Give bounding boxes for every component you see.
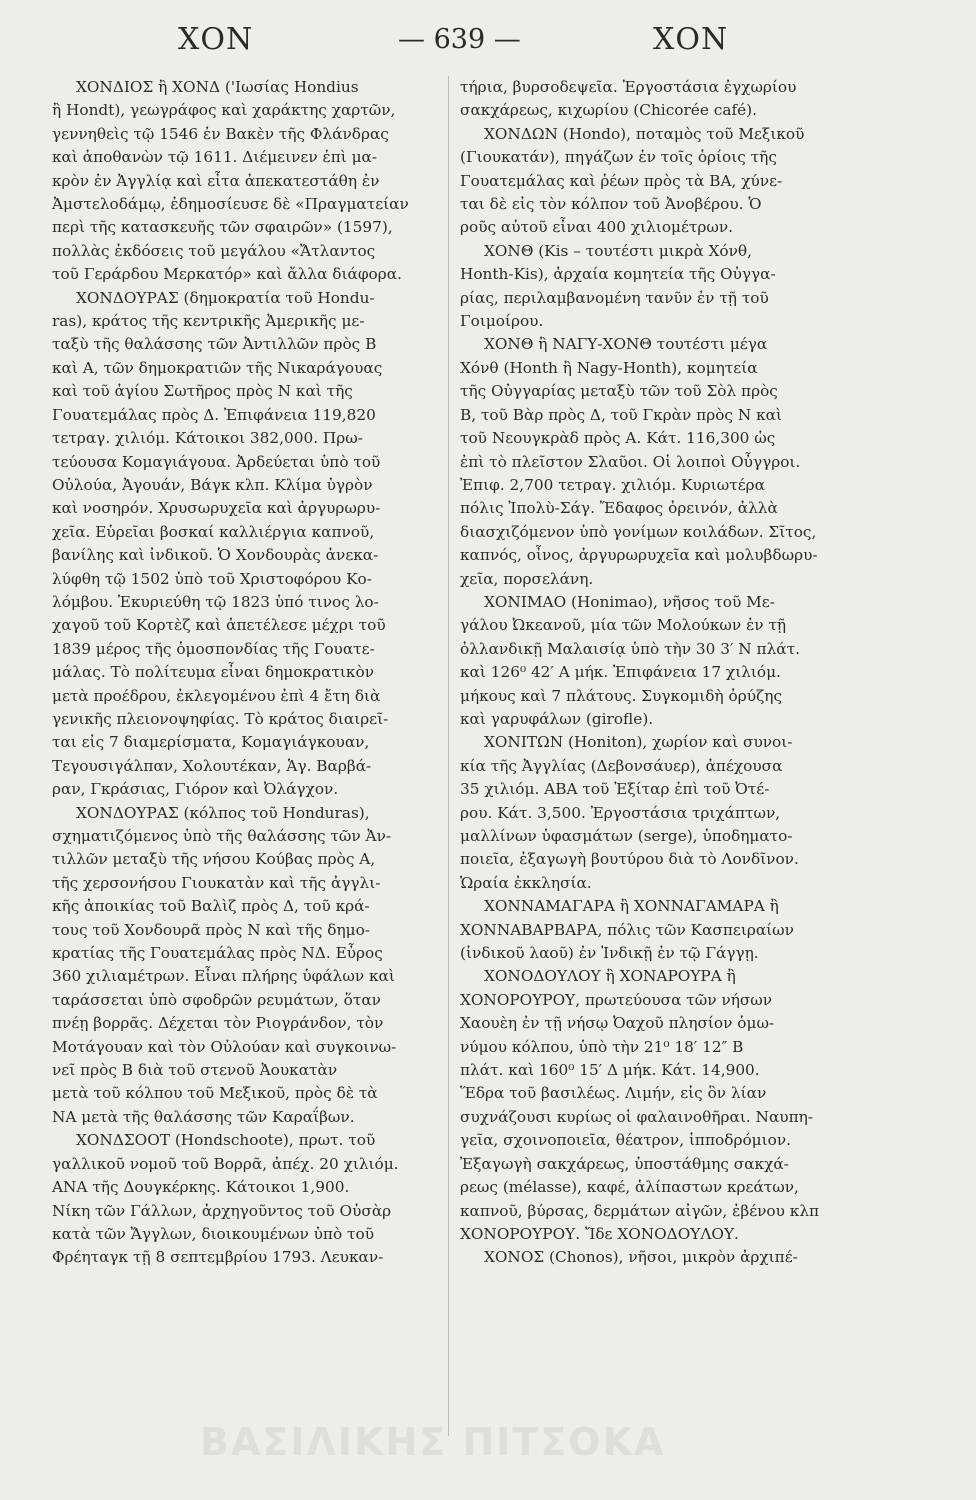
text-line: 1839 μέρος τῆς ὁμοσπονδίας τῆς Γουατε- <box>52 639 375 658</box>
text-line: τοῦ Γεράρδου Μερκατόρ» καὶ ἄλλα διάφορα. <box>52 265 402 284</box>
text-line: καπνοῦ, βύρσας, δερμάτων αἰγῶν, ἐβένου κλπ <box>460 1201 820 1220</box>
text-line: Ἐξαγωγὴ σακχάρεως, ὑποστάθμης σακχά- <box>460 1154 789 1173</box>
right-column <box>460 76 865 1270</box>
header-left-keyword: ΧΟΝ <box>178 22 254 57</box>
text-line: περὶ τῆς κατασκευῆς τῶν σφαιρῶν» (1597), <box>52 218 393 237</box>
text-line: γάλου Ὠκεανοῦ, μία τῶν Μολούκων ἐν τῇ <box>460 616 787 635</box>
page-number: — 639 — <box>398 24 521 55</box>
text-line: Χαουὲη ἐν τῇ νήσῳ Ὀαχοῦ πλησίον ὁμω- <box>460 1014 775 1033</box>
text-line: ΧΟΝΔΩΝ (Hondo), ποταμὸς τοῦ Μεξικοῦ <box>484 124 805 143</box>
text-line: Ἕδρα τοῦ βασιλέως. Λιμήν, εἰς ὃν λίαν <box>460 1084 767 1103</box>
text-line: χαγοῦ τοῦ Κορτὲζ καὶ ἀπετέλεσε μέχρι τοῦ <box>52 616 386 635</box>
text-line: καὶ Α, τῶν δημοκρατιῶν τῆς Νικαράγουας <box>52 358 383 377</box>
text-line: ΧΟΝΟΔΟΥΛΟΥ ἢ ΧΟΝΑΡΟΥΡΑ ἢ <box>484 967 736 986</box>
text-line: ὀλλανδικῇ Μαλαισίᾳ ὑπὸ τὴν 30 3′ Ν πλάτ. <box>460 639 800 658</box>
text-line: Τεγουσιγάλπαν, Χολουτέκαν, Ἁγ. Βαρβά- <box>52 756 372 775</box>
text-line: συχνάζουσι κυρίως οἱ φαλαινοθῆραι. Ναυπη- <box>460 1107 813 1126</box>
text-line: πολλὰς ἐκδόσεις τοῦ μεγάλου «Ἄτλαντος <box>52 241 376 260</box>
text-line: λόμβου. Ἐκυριεύθη τῷ 1823 ὑπό τινος λο- <box>52 592 379 611</box>
text-line: διασχιζόμενον ὑπὸ γονίμων κοιλάδων. Σῖτος, <box>460 522 817 541</box>
text-line: ΧΟΝΟΣ (Chonos), νῆσοι, μικρὸν ἀρχιπέ- <box>484 1248 798 1267</box>
left-column <box>52 76 439 1270</box>
text-line: ΧΟΝΔΟΥΡΑΣ (δημοκρατία τοῦ Hondu- <box>76 288 375 307</box>
text-line: ποιεῖα, ἐξαγωγὴ βουτύρου διὰ τὸ Λονδῖνον. <box>460 850 799 869</box>
text-line: Ἀμστελοδάμῳ, ἐδημοσίευσε δὲ «Πραγματείαν <box>52 195 409 214</box>
text-line: γαλλικοῦ νομοῦ τοῦ Βορρᾶ, ἀπέχ. 20 χιλιόμ. <box>52 1154 399 1173</box>
text-line: Νίκη τῶν Γάλλων, ἀρχηγοῦντος τοῦ Οὐσὰρ <box>52 1201 392 1220</box>
text-line: σχηματιζόμενος ὑπὸ τῆς θαλάσσης τῶν Ἀν- <box>52 827 392 845</box>
text-line: τήρια, βυρσοδεψεῖα. Ἐργοστάσια ἐγχωρίου <box>460 78 797 96</box>
text-line: μετὰ προέδρου, ἐκλεγομένου ἐπὶ 4 ἔτη διὰ <box>52 686 381 705</box>
text-line: ρου. Κάτ. 3,500. Ἐργοστάσια τριχάπτων, <box>460 803 781 822</box>
text-line: ταξὺ τῆς θαλάσσης τῶν Ἀντιλλῶν πρὸς Β <box>52 335 377 354</box>
text-line: σακχάρεως, κιχωρίου (Chicorée café). <box>460 101 757 120</box>
text-line: κρὸν ἐν Ἀγγλίᾳ καὶ εἶτα ἀπεκατεστάθη ἐν <box>52 171 380 190</box>
text-line: (Γιουκατάν), πηγάζων ἐν τοῖς ὁρίοις τῆς <box>460 148 777 167</box>
text-line: κρατίας τῆς Γουατεμάλας πρὸς ΝΔ. Εὖρος <box>52 944 383 963</box>
text-line: Μοτάγουαν καὶ τὸν Οὐλούαν καὶ συγκοινω- <box>52 1037 397 1056</box>
text-line: 35 χιλιόμ. ΑΒΑ τοῦ Ἐξίταρ ἐπὶ τοῦ Ὀτέ- <box>460 780 770 799</box>
text-line: ἢ Hondt), γεωγράφος καὶ χαράκτης χαρτῶν, <box>52 101 396 120</box>
text-line: Γουατεμάλας καὶ ῥέων πρὸς τὰ ΒΑ, χύνε- <box>460 171 783 190</box>
text-line: τετραγ. χιλιόμ. Κάτοικοι 382,000. Πρω- <box>52 429 363 448</box>
text-line: ras), κράτος τῆς κεντρικῆς Ἀμερικῆς με- <box>52 312 365 331</box>
header-right-keyword: ΧΟΝ <box>653 22 729 57</box>
text-line: γεννηθεὶς τῷ 1546 ἐν Βακὲν τῆς Φλάνδρας <box>52 124 389 143</box>
text-line: καὶ τοῦ ἁγίου Σωτῆρος πρὸς Ν καὶ τῆς <box>52 382 353 401</box>
text-line: χεῖα, πορσελάνη. <box>460 569 594 588</box>
text-line: λύφθη τῷ 1502 ὑπὸ τοῦ Χριστοφόρου Κο- <box>52 569 372 588</box>
text-line: καὶ ἀποθανὼν τῷ 1611. Διέμεινεν ἐπὶ μα- <box>52 148 378 167</box>
text-line: ΧΟΝΘ (Kis – τουτέστι μικρὰ Χόνθ, <box>484 241 753 260</box>
text-line: κία τῆς Ἀγγλίας (Δεβονσάυερ), ἀπέχουσα <box>460 756 783 775</box>
text-line: πνέῃ βορρᾶς. Δέχεται τὸν Ριογράνδον, τὸν <box>52 1014 384 1033</box>
text-line: ρίας, περιλαμβανομένη τανῦν ἐν τῇ τοῦ <box>460 288 769 307</box>
text-line: Β, τοῦ Βὰρ πρὸς Δ, τοῦ Γκρὰν πρὸς Ν καὶ <box>460 405 782 424</box>
text-line: Χόνθ (Honth ἢ Nagy-Honth), κομητεία <box>460 358 758 377</box>
text-line: καὶ νοσηρόν. Χρυσωρυχεῖα καὶ ἀργυρωρυ- <box>52 499 381 518</box>
text-line: Ὡραία ἐκκλησία. <box>460 873 592 892</box>
text-line: Φρέηταγκ τῇ 8 σεπτεμβρίου 1793. Λευκαν- <box>52 1248 384 1267</box>
text-line: τους τοῦ Χονδουρᾶ πρὸς Ν καὶ τῆς δημο- <box>52 920 370 939</box>
text-line: ραν, Γκράσιας, Γιόρον καὶ Ὀλάγχον. <box>52 780 339 799</box>
watermark: ΒΑΣΙΛΙΚΗΣ ΠΙΤΣΟΚΑ <box>200 1420 666 1464</box>
text-line: μαλλίνων ὑφασμάτων (serge), ὑποδηματο- <box>460 827 793 845</box>
text-line: ΧΟΝΔΙΟΣ ἢ ΧΟΝΔ ('Ιωσίας Hondius <box>76 78 359 96</box>
text-line: ΧΟΝΘ ἢ ΝΑΓΥ-ΧΟΝΘ τουτέστι μέγα <box>484 335 768 354</box>
text-line: ρεως (mélasse), καφέ, ἁλίπαστων κρεάτων, <box>460 1178 799 1197</box>
text-line: ΧΟΝΔΣΟΟΤ (Hondschoote), πρωτ. τοῦ <box>76 1131 376 1150</box>
text-line: ΑΝΑ τῆς Δουγκέρκης. Κάτοικοι 1,900. <box>52 1178 350 1197</box>
text-line: καπνός, οἶνος, ἀργυρωρυχεῖα καὶ μολυβδωρυ- <box>460 546 818 565</box>
text-line: νεῖ πρὸς Β διὰ τοῦ στενοῦ Ἀουκατὰν <box>52 1061 338 1080</box>
text-line: χεῖα. Εὑρεῖαι βοσκαί καλλιέργια καπνοῦ, <box>52 522 375 541</box>
text-line: γενικῆς πλειονοψηφίας. Τὸ κράτος διαιρεῖ- <box>52 709 389 728</box>
text-line: Γοιμοίρου. <box>460 312 544 331</box>
text-line: Γουατεμάλας πρὸς Δ. Ἐπιφάνεια 119,820 <box>52 405 376 424</box>
text-line: μάλας. Τὸ πολίτευμα εἶναι δημοκρατικὸν <box>52 663 374 682</box>
text-line: ΧΟΝΝΑΜΑΓΑΡΑ ἢ ΧΟΝΝΑΓΑΜΑΡΑ ἢ <box>484 897 779 916</box>
text-line: κῆς ἀποικίας τοῦ Βαλὶζ πρὸς Δ, τοῦ κρά- <box>52 897 370 916</box>
text-line: ται δὲ εἰς τὸν κόλπον τοῦ Ἀνοβέρου. Ὁ <box>460 195 762 214</box>
text-line: πόλις Ἰπολὺ-Σάγ. Ἔδαφος ὀρεινόν, ἀλλὰ <box>460 499 778 518</box>
text-line: ται εἰς 7 διαμερίσματα, Κομαγιάγκουαν, <box>52 733 370 752</box>
text-line: γεῖα, σχοινοποιεῖα, θέατρον, ἱπποδρόμιον. <box>460 1131 791 1150</box>
text-line: τῆς χερσονήσου Γιουκατὰν καὶ τῆς ἀγγλι- <box>52 873 381 892</box>
text-line: νύμου κόλπου, ὑπὸ τὴν 21⁰ 18′ 12″ Β <box>460 1037 744 1056</box>
text-line: ἐπὶ τὸ πλεῖστον Σλαῦοι. Οἱ λοιποὶ Οὖγγροι. <box>460 452 801 471</box>
text-line: καὶ 126⁰ 42′ Α μήκ. Ἐπιφάνεια 17 χιλιόμ. <box>460 663 781 682</box>
text-line: ΧΟΝΔΟΥΡΑΣ (κόλπος τοῦ Honduras), <box>76 803 370 822</box>
text-line: τοῦ Νεουγκρὰδ πρὸς Α. Κάτ. 116,300 ὡς <box>460 429 776 448</box>
text-line: Ἐπιφ. 2,700 τετραγ. χιλιόμ. Κυριωτέρα <box>460 475 765 494</box>
text-line: βανίλης καὶ ἰνδικοῦ. Ὁ Χονδουρὰς ἀνεκα- <box>52 546 379 565</box>
page-header <box>0 22 976 62</box>
text-line: ΧΟΝΟΡΟΥΡΟΥ, πρωτεύουσα τῶν νήσων <box>460 990 773 1009</box>
text-line: τῆς Οὐγγαρίας μεταξὺ τῶν τοῦ Σὸλ πρὸς <box>460 382 778 401</box>
text-line: 360 χιλιαμέτρων. Εἶναι πλήρης ὑφάλων καὶ <box>52 967 395 986</box>
text-line: ΧΟΝΟΡΟΥΡΟΥ. Ἴδε ΧΟΝΟΔΟΥΛΟΥ. <box>460 1224 739 1243</box>
text-line: καὶ γαρυφάλων (girofle). <box>460 709 654 728</box>
text-line: τεύουσα Κομαγιάγουα. Ἀρδεύεται ὑπὸ τοῦ <box>52 452 381 471</box>
text-line: ΧΟΝΙΜΑΟ (Honimao), νῆσος τοῦ Με- <box>484 592 775 611</box>
text-line: ΧΟΝΙΤΩΝ (Honiton), χωρίον καὶ συνοι- <box>484 733 793 752</box>
text-line: κατὰ τῶν Ἄγγλων, διοικουμένων ὑπὸ τοῦ <box>52 1224 375 1243</box>
text-line: μήκους καὶ 7 πλάτους. Συγκομιδὴ ὀρύζης <box>460 686 783 705</box>
text-line: πλάτ. καὶ 160⁰ 15′ Δ μήκ. Κάτ. 14,900. <box>460 1061 760 1080</box>
text-line: ταράσσεται ὑπὸ σφοδρῶν ρευμάτων, ὅταν <box>52 990 381 1009</box>
column-divider <box>448 76 449 1436</box>
text-line: μετὰ τοῦ κόλπου τοῦ Μεξικοῦ, πρὸς δὲ τὰ <box>52 1084 378 1103</box>
text-line: (ἰνδικοῦ λαοῦ) ἐν Ἰνδικῇ ἐν τῷ Γάγγῃ. <box>460 944 759 963</box>
text-line: ΝΑ μετὰ τῆς θαλάσσης τῶν Καραΐβων. <box>52 1107 355 1126</box>
text-line: Honth-Kis), ἀρχαία κομητεία τῆς Οὐγγα- <box>460 265 776 284</box>
text-line: τιλλῶν μεταξὺ τῆς νήσου Κούβας πρὸς Α, <box>52 850 376 869</box>
text-line: ΧΟΝΝΑΒΑΡΒΑΡΑ, πόλις τῶν Κασπειραίων <box>460 920 794 939</box>
text-line: Οὐλούα, Ἀγουάν, Βάγκ κλπ. Κλίμα ὑγρὸν <box>52 475 373 494</box>
text-line: ροῦς αὐτοῦ εἶναι 400 χιλιομέτρων. <box>460 218 733 237</box>
